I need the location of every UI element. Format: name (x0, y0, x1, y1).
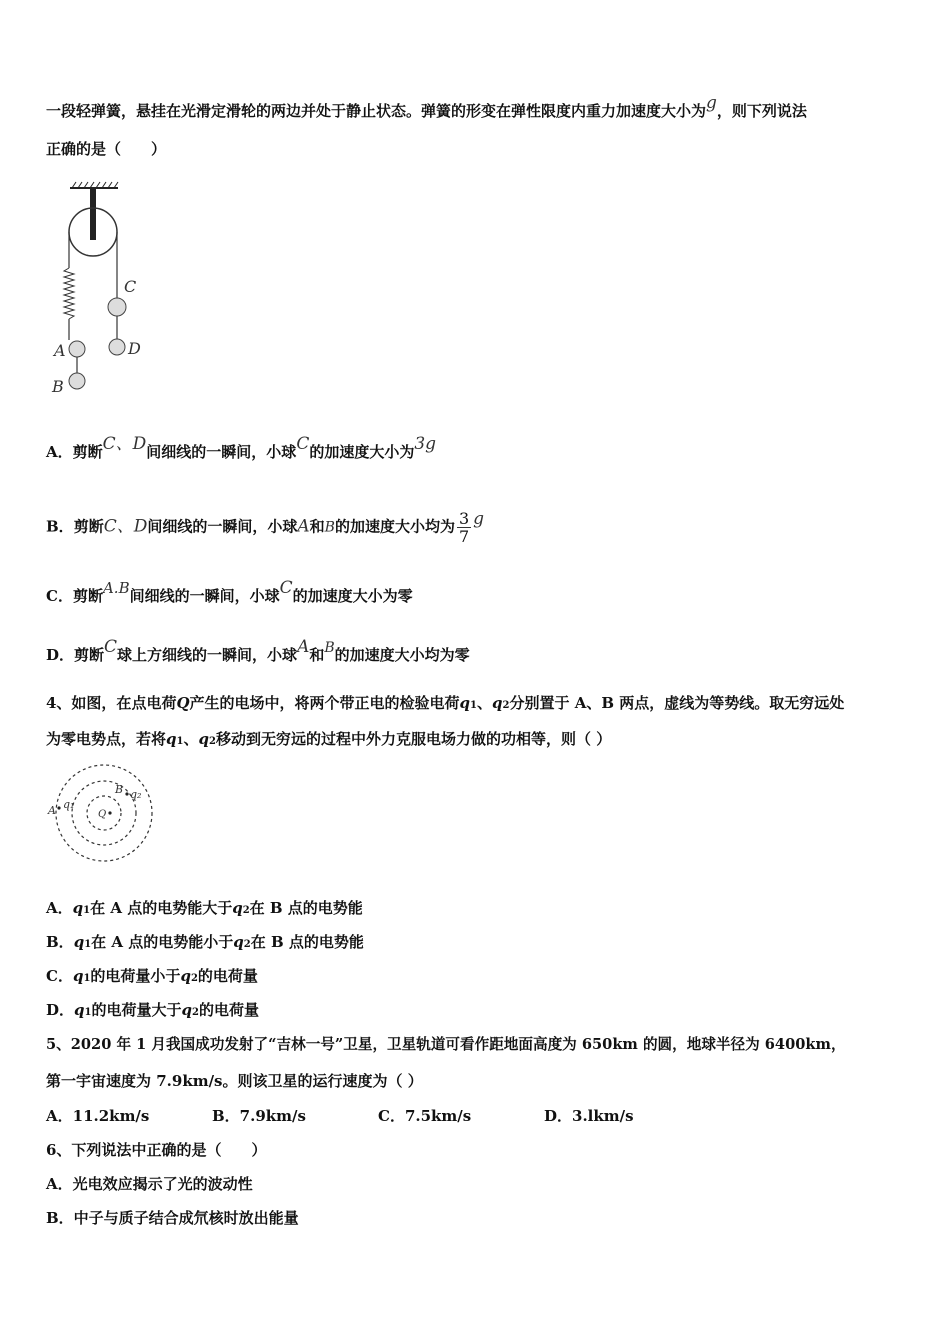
label-center-q: Q (98, 809, 107, 820)
q6-option-a[interactable]: A．光电效应揭示了光的波动性 (46, 1175, 253, 1193)
label-q2: q₂ (130, 788, 142, 801)
q5-option-b[interactable]: B．7.9km/s (212, 1107, 306, 1125)
label-c: C (124, 277, 137, 296)
q3-stem-line2: 正确的是（ ） (46, 140, 167, 158)
q6-option-b[interactable]: B．中子与质子结合成氘核时放出能量 (46, 1209, 299, 1227)
label-a: A (54, 341, 66, 360)
q4-option-b[interactable]: B．q1在 A 点的电势能小于q2在 B 点的电势能 (46, 933, 364, 951)
g-symbol: g (706, 93, 717, 113)
q3-option-c[interactable]: C．剪断A.B间细线的一瞬间，小球C的加速度大小为零 (46, 578, 413, 605)
q4-stem-line2: 为零电势点，若将q1、q2移动到无穷远的过程中外力克服电场力做的功相等，则（ ） (46, 730, 612, 748)
q4-equipotential-figure (44, 762, 164, 866)
q5-options (46, 1106, 634, 1126)
q5-stem-line2: 第一宇宙速度为 7.9km/s。则该卫星的运行速度为（ ） (46, 1072, 423, 1090)
q3-option-a[interactable]: A．剪断C、D间细线的一瞬间，小球C的加速度大小为3g (46, 434, 437, 461)
q4-stem-line1: 4、如图，在点电荷Q产生的电场中，将两个带正电的检验电荷q1、q2分别置于 A、B 两点，虚线为等势线。取无穷远处 (46, 694, 845, 712)
q4-option-c[interactable]: C．q1的电荷量小于q2的电荷量 (46, 967, 258, 985)
label-d: D (128, 339, 141, 358)
q3-option-d[interactable]: D．剪断C球上方细线的一瞬间，小球A和B的加速度大小均为零 (46, 637, 470, 664)
q5-option-d[interactable]: D．3.lkm/s (544, 1107, 634, 1125)
q6-stem: 6、下列说法中正确的是（ ） (46, 1141, 267, 1159)
label-point-a: A (48, 804, 56, 817)
q5-stem-line1: 5、2020 年 1 月我国成功发射了“吉林一号”卫星，卫星轨道可看作距地面高度为 650km 的圆，地球半径为 6400km， (46, 1036, 846, 1053)
label-q1: q₁ (63, 798, 75, 811)
q5-option-a[interactable]: A．11.2km/s (46, 1107, 150, 1125)
label-point-b: B (115, 783, 124, 796)
q4-option-d[interactable]: D．q1的电荷量大于q2的电荷量 (46, 1001, 259, 1019)
q3-stem-line1: 一段轻弹簧，悬挂在光滑定滑轮的两边并处于静止状态。弹簧的形变在弹性限度内重力加速度大小为g，则下列说法 (46, 93, 807, 120)
fraction-3-7: $\frac{3}{7}$ (458, 509, 470, 546)
q5-option-c[interactable]: C．7.5km/s (378, 1107, 472, 1125)
q4-option-a[interactable]: A．q1在 A 点的电势能大于q2在 B 点的电势能 (46, 899, 363, 917)
q3-pulley-figure (44, 180, 154, 400)
q3-option-b[interactable]: B．剪断C、D间细线的一瞬间，小球A和B的加速度大小均为 $\frac{3}{7}$ g (46, 508, 485, 546)
label-b: B (52, 377, 64, 396)
